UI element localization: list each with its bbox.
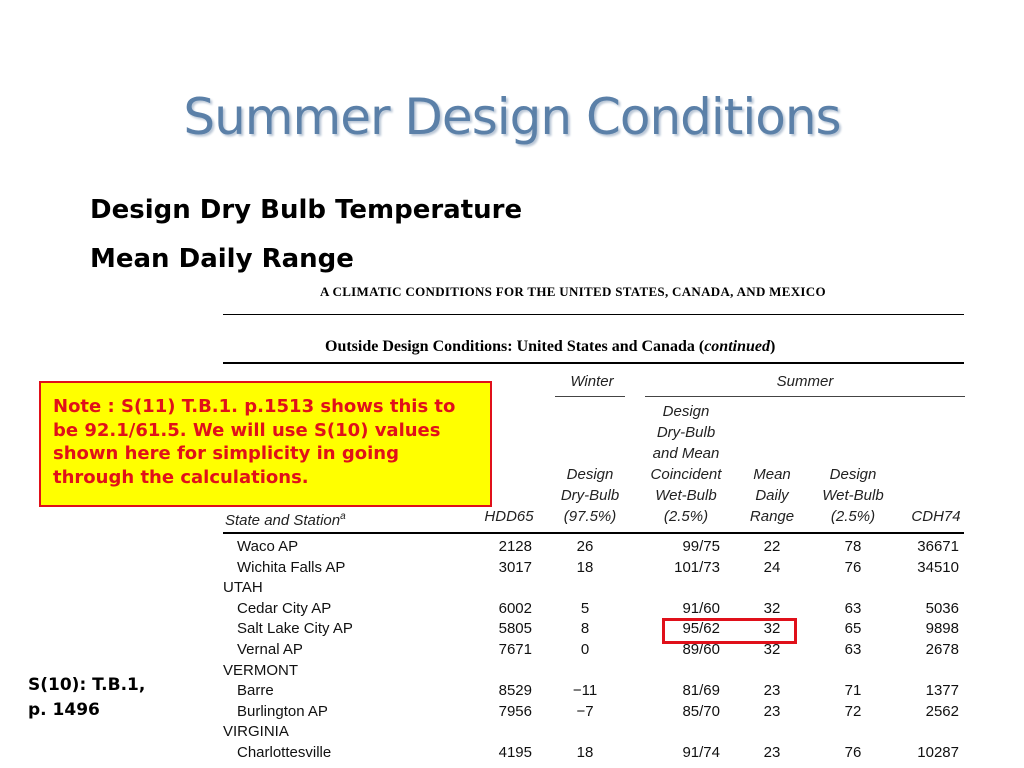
cell-hdd: 5805 bbox=[498, 620, 532, 638]
state-heading: UTAH bbox=[223, 579, 263, 597]
summer-underline bbox=[645, 396, 965, 397]
cell-summer_db: 101/73 bbox=[674, 558, 720, 576]
col-mean-daily-range: Mean Daily Range bbox=[749, 466, 795, 525]
cell-range: 22 bbox=[763, 538, 781, 555]
station-name: Salt Lake City AP bbox=[237, 620, 353, 638]
winter-underline bbox=[555, 396, 625, 397]
cell-cdh: 5036 bbox=[925, 599, 959, 617]
cell-wb: 65 bbox=[844, 620, 862, 638]
col-design-wet-bulb: Design Wet-Bulb (2.5%) bbox=[822, 466, 884, 525]
cell-cdh: 10287 bbox=[917, 744, 959, 761]
cell-wb: 76 bbox=[844, 744, 862, 761]
scanned-table bbox=[215, 276, 970, 768]
cell-wb: 63 bbox=[844, 641, 862, 658]
cell-range: 23 bbox=[763, 682, 781, 700]
table-subheading: Outside Design Conditions: United States and Canada (continued) bbox=[325, 338, 776, 355]
state-heading: VERMONT bbox=[223, 661, 298, 679]
col-hdd: HDD65 bbox=[484, 508, 534, 525]
cell-range: 32 bbox=[763, 641, 781, 658]
cell-hdd: 8529 bbox=[498, 682, 532, 700]
cell-summer_db: 89/60 bbox=[682, 641, 720, 658]
cell-winter: −11 bbox=[572, 682, 598, 700]
rule-under-subheading bbox=[223, 362, 964, 364]
cell-hdd: 7956 bbox=[498, 702, 532, 720]
cell-winter: 0 bbox=[580, 641, 590, 658]
cell-range: 24 bbox=[763, 558, 781, 576]
station-name: Cedar City AP bbox=[237, 599, 332, 617]
cell-winter: 8 bbox=[580, 620, 590, 638]
cell-wb: 71 bbox=[844, 682, 862, 700]
col-station: State and Station$^a$ bbox=[225, 511, 346, 529]
cell-range: 32 bbox=[763, 620, 781, 638]
cell-cdh: 2562 bbox=[925, 702, 959, 720]
cell-hdd: 7671 bbox=[498, 641, 532, 658]
cell-cdh: 2678 bbox=[925, 641, 959, 658]
cell-cdh: 9898 bbox=[925, 620, 959, 638]
cell-hdd: 4195 bbox=[498, 744, 532, 761]
cell-summer_db: 85/70 bbox=[682, 702, 720, 720]
slide-title: Summer Design Conditions bbox=[183, 88, 841, 146]
cell-hdd: 2128 bbox=[498, 538, 532, 555]
cell-hdd: 3017 bbox=[498, 558, 532, 576]
group-summer: Summer bbox=[776, 373, 834, 390]
cell-summer_db: 95/62 bbox=[682, 620, 720, 638]
bullet-mean-daily-range: Mean Daily Range bbox=[90, 244, 354, 274]
station-name: Burlington AP bbox=[237, 702, 328, 720]
col-cdh: CDH74 bbox=[911, 508, 961, 525]
cell-cdh: 36671 bbox=[917, 538, 959, 555]
cell-wb: 63 bbox=[844, 599, 862, 617]
cell-summer_db: 99/75 bbox=[682, 538, 720, 555]
cell-winter: 18 bbox=[576, 558, 594, 576]
cell-hdd: 6002 bbox=[498, 599, 532, 617]
col-winter-db: Design Dry-Bulb (97.5%) bbox=[560, 466, 620, 525]
station-name: Vernal AP bbox=[237, 641, 303, 658]
cell-winter: 26 bbox=[576, 538, 594, 555]
cell-wb: 72 bbox=[844, 702, 862, 720]
cell-wb: 78 bbox=[844, 538, 862, 555]
note-callout: Note : S(11) T.B.1. p.1513 shows this to be 92.1/61.5. We will use S(10) values shown here for simplicity in going through the calculations. bbox=[39, 381, 492, 507]
station-name: Charlottesville bbox=[237, 744, 332, 761]
cell-summer_db: 81/69 bbox=[682, 682, 720, 700]
cell-winter: 5 bbox=[580, 599, 590, 617]
group-winter: Winter bbox=[570, 373, 614, 390]
cell-range: 23 bbox=[763, 744, 781, 761]
bullet-design-dry-bulb: Design Dry Bulb Temperature bbox=[90, 195, 523, 225]
source-reference: S(10): T.B.1, p. 1496 bbox=[28, 675, 146, 720]
cell-cdh: 1377 bbox=[925, 682, 959, 700]
cell-cdh: 34510 bbox=[917, 558, 959, 576]
cell-wb: 76 bbox=[844, 558, 862, 576]
station-name: Wichita Falls AP bbox=[237, 558, 346, 576]
station-name: Barre bbox=[237, 682, 274, 700]
col-summer-db: Design Dry-Bulb and Mean Coincident Wet-Bulb (2.5%) bbox=[650, 403, 722, 525]
state-heading: VIRGINIA bbox=[223, 723, 289, 741]
cell-range: 23 bbox=[763, 702, 781, 720]
cell-summer_db: 91/74 bbox=[682, 744, 720, 761]
table-heading: A CLIMATIC CONDITIONS FOR THE UNITED STATES, CANADA, AND MEXICO bbox=[320, 284, 826, 299]
highlight-box-salt-lake-city bbox=[662, 618, 797, 644]
cell-winter: 18 bbox=[576, 744, 594, 761]
cell-winter: −7 bbox=[576, 702, 594, 720]
cell-range: 32 bbox=[763, 599, 781, 617]
cell-summer_db: 91/60 bbox=[682, 599, 720, 617]
rule-under-header bbox=[223, 532, 964, 534]
rule-top bbox=[223, 314, 964, 315]
station-name: Waco AP bbox=[237, 538, 299, 555]
